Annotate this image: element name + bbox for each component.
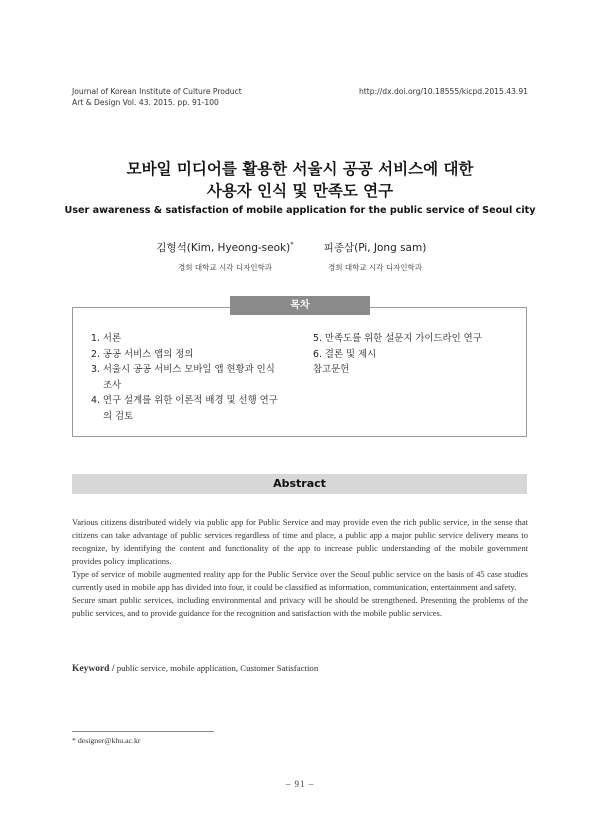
toc-item: 3. 서울시 공공 서비스 모바일 앱 현황과 인식: [91, 364, 275, 375]
korean-title-line2: 사용자 인식 및 만족도 연구: [206, 182, 394, 200]
korean-title-line1: 모바일 미디어를 활용한 서울시 공공 서비스에 대한: [126, 160, 474, 178]
toc-item-continuation: 조사: [103, 379, 122, 391]
journal-name: Journal of Korean Institute of Culture Product: [72, 87, 242, 96]
footnote-divider: [72, 731, 214, 732]
toc-heading: 목차: [230, 296, 370, 315]
english-title: User awareness & satisfaction of mobile application for the public service of Seoul city: [64, 205, 536, 216]
abstract-heading: Abstract: [72, 474, 527, 494]
page-number: – 91 –: [285, 779, 315, 789]
author-1-footnote-mark: *: [290, 240, 294, 249]
author-2: [265, 240, 485, 273]
journal-volume: Art & Design Vol. 43. 2015. pp. 91-100: [72, 98, 219, 107]
author-2-name: 피종삼(Pi, Jong sam): [323, 242, 427, 254]
footnote-email: * designer@khu.ac.kr: [72, 736, 141, 745]
journal-info: [72, 86, 242, 108]
toc-item-continuation: 의 검토: [103, 410, 134, 422]
toc-item: 참고문헌: [313, 364, 350, 375]
abstract-body: [72, 516, 528, 620]
keyword-label: Keyword /: [72, 664, 115, 674]
keywords: [72, 663, 528, 674]
korean-title: [0, 158, 600, 202]
toc-left-column: [91, 331, 291, 424]
toc-item: 6. 결론 및 제시: [313, 348, 377, 360]
author-2-affiliation: 경희 대학교 시각 디자인학과: [327, 263, 423, 272]
abstract-paragraph: Type of service of mobile augmented reality app for the Public Service over the Seoul public service on the basis of 45 case studies currently used in mobile app has divided into four, it could be classified as information, communication, entertainment and safety.: [72, 569, 528, 592]
toc-item: 2. 공공 서비스 앱의 정의: [91, 348, 194, 360]
abstract-paragraph: Various citizens distributed widely via public app for Public Service and may provide even the rich public service, in the sense that citizens can take advantage of public services regardless of time and place, a public app a major public service delivery means to recognize, by identifying the content and functionality of the app to increase public understanding of the mobile government provides policy implications.: [72, 517, 528, 566]
toc-item: 1. 서론: [91, 333, 122, 344]
toc-item: 5. 만족도를 위한 설문지 가이드라인 연구: [313, 333, 482, 344]
author-1-affiliation: 경희 대학교 시각 디자인학과: [177, 263, 273, 272]
abstract-paragraph: Secure smart public services, including environmental and privacy will be should be strengthened. Presenting the problems of the public services, and to provide guidance for the recognition and satisfaction with the mobile public services.: [72, 595, 528, 618]
keyword-list: public service, mobile application, Customer Satisfaction: [116, 663, 319, 673]
toc-right-column: [313, 331, 513, 378]
doi-link[interactable]: http://dx.doi.org/10.18555/kicpd.2015.43.91: [358, 87, 528, 96]
toc-item: 4. 연구 설계를 위한 이론적 배경 및 선행 연구: [91, 395, 278, 406]
author-1-name: 김형석(Kim, Hyeong-seok): [156, 242, 291, 254]
